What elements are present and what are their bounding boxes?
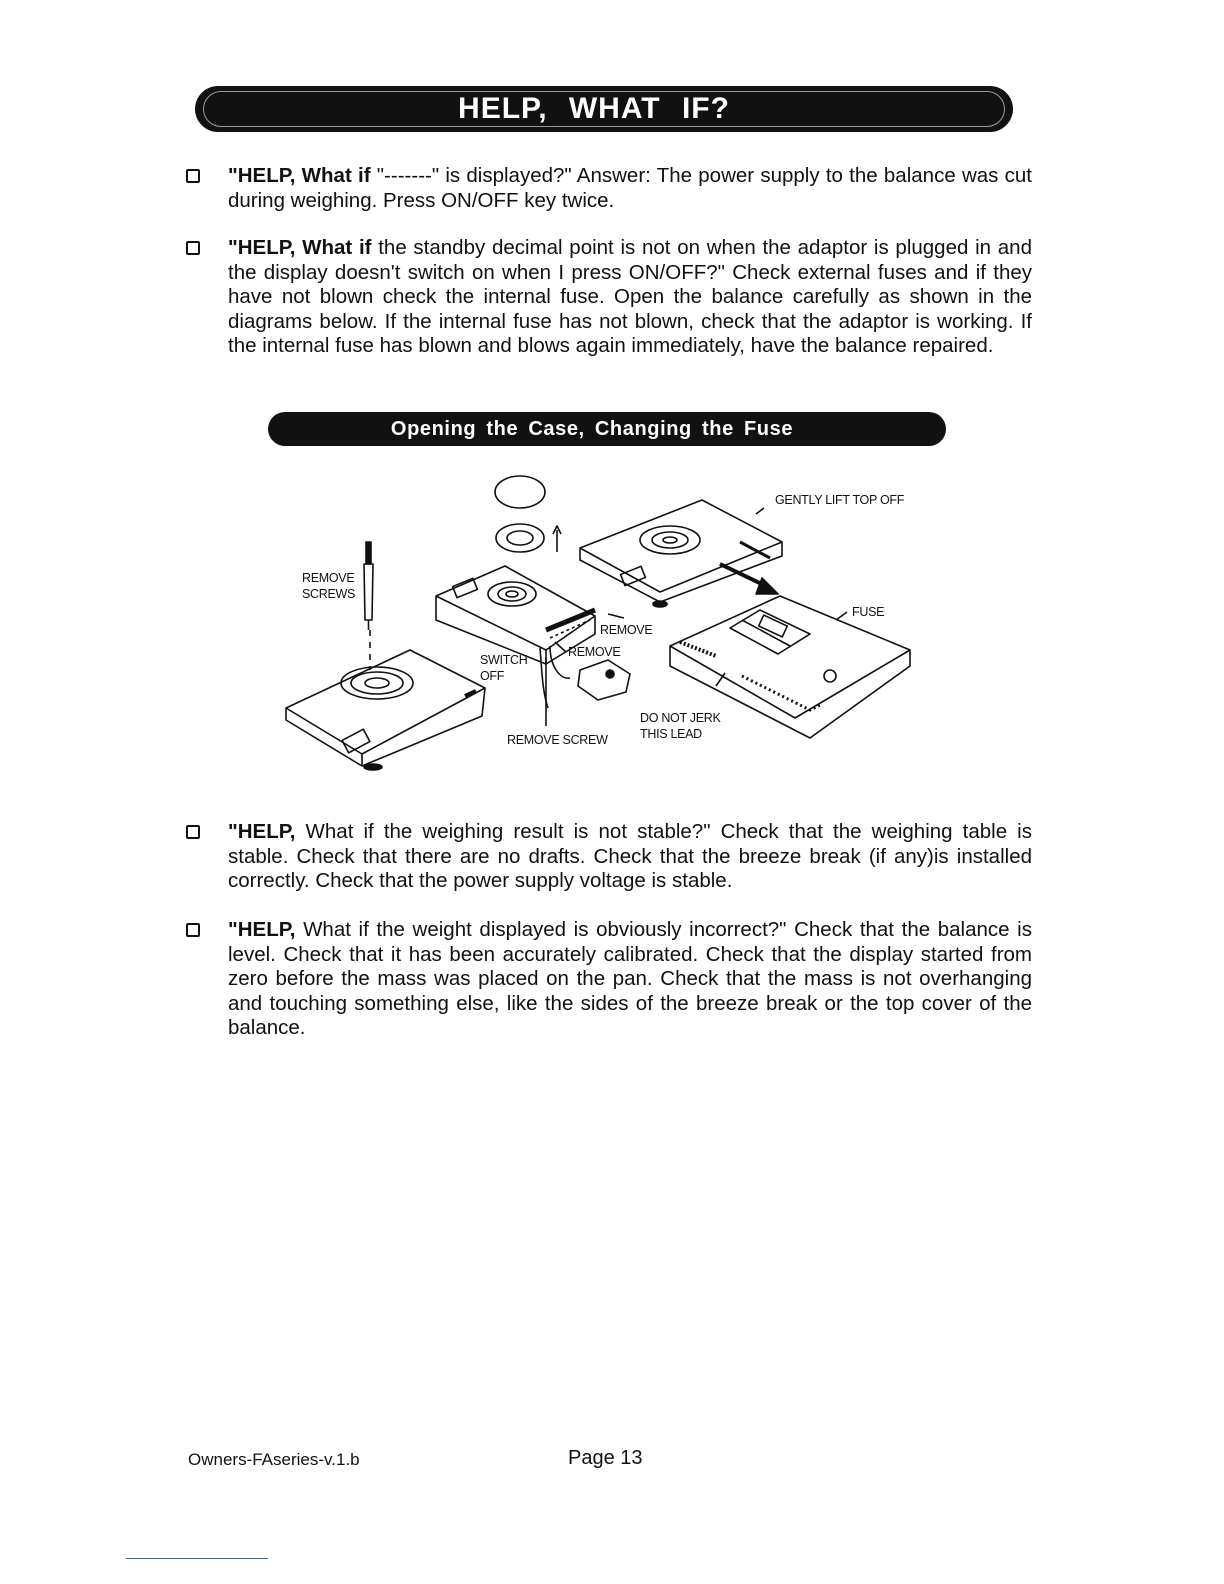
bottom-rule: [126, 1558, 268, 1559]
help-item-1: [186, 164, 1032, 213]
help-item-lead: "HELP, What if: [228, 164, 371, 187]
label-text: REMOVE: [568, 645, 621, 659]
balance-closed-icon: [286, 650, 485, 770]
weighing-pan-icon: [495, 476, 561, 552]
section-banner: [268, 412, 946, 446]
label-gently-lift: [775, 492, 904, 508]
balance-lid-icon: [580, 500, 782, 607]
fuse-diagram: [250, 470, 970, 790]
page-title: HELP, WHAT IF?: [458, 92, 730, 125]
label-text: REMOVE: [600, 623, 653, 637]
checkbox-bullet-icon: [186, 825, 200, 839]
footer-page-number: Page 13: [568, 1447, 643, 1469]
screwdriver-icon: [364, 542, 373, 670]
help-item-text: [228, 820, 1032, 894]
label-text: SWITCH OFF: [480, 653, 528, 683]
help-item-body: the standby decimal point is not on when the adaptor is plugged in and the display doesn't switch on when I press ON/OFF?" Check external fuses and if they have not blown check the internal fuse. Open the balance carefully as shown in the diagrams below. If the internal fuse has not blown, check that the adaptor is working. If the internal fuse has blown and blows again immediately, have the balance repaired.: [228, 236, 1032, 358]
help-item-lead: "HELP, What if: [228, 236, 372, 259]
checkbox-bullet-icon: [186, 169, 200, 183]
help-item-3: [186, 820, 1032, 894]
label-remove-screws: [302, 570, 355, 602]
help-item-text: [228, 918, 1032, 1041]
footer-doc-id: Owners-FAseries-v.1.b: [188, 1450, 360, 1469]
page-title-banner: [195, 86, 1013, 132]
help-item-body: "-------" is displayed?" Answer: The power supply to the balance was cut during weighing. Press ON/OFF key twice.: [228, 164, 1032, 212]
checkbox-bullet-icon: [186, 241, 200, 255]
section-title: Opening the Case, Changing the Fuse: [390, 417, 794, 440]
label-text: GENTLY LIFT TOP OFF: [775, 493, 905, 507]
checkbox-bullet-icon: [186, 923, 200, 937]
help-item-lead: "HELP,: [228, 820, 296, 843]
help-item-lead: "HELP,: [228, 918, 296, 941]
help-item-4: [186, 918, 1032, 1041]
help-item-body: What if the weighing result is not stable?" Check that the weighing table is stable. Check that there are no drafts. Check that the breeze break (if any)is installed correctly. Check that the power supply voltage is stable.: [228, 820, 1032, 893]
label-switch-off: [480, 652, 528, 684]
help-item-text: [228, 236, 1032, 359]
label-fuse: [852, 604, 884, 620]
label-text: REMOVE SCREWS: [302, 571, 356, 601]
label-text: DO NOT JERK THIS LEAD: [640, 711, 721, 741]
help-item-body: What if the weight displayed is obviously incorrect?" Check that the balance is level. Check that it has been accurately calibrated. Check that the display started from zero before the mass was placed on the pan. Check that the mass is not overhanging and touching something else, like the sides of the breeze break or the top cover of the balance.: [228, 918, 1032, 1040]
label-remove-screw: [507, 732, 608, 748]
help-item-2: [186, 236, 1032, 359]
label-text: FUSE: [852, 605, 885, 619]
label-remove-1: [600, 622, 652, 638]
label-do-not-jerk: [640, 710, 721, 742]
help-item-text: [228, 164, 1032, 213]
label-remove-2: [568, 644, 620, 660]
label-text: REMOVE SCREW: [507, 733, 608, 747]
